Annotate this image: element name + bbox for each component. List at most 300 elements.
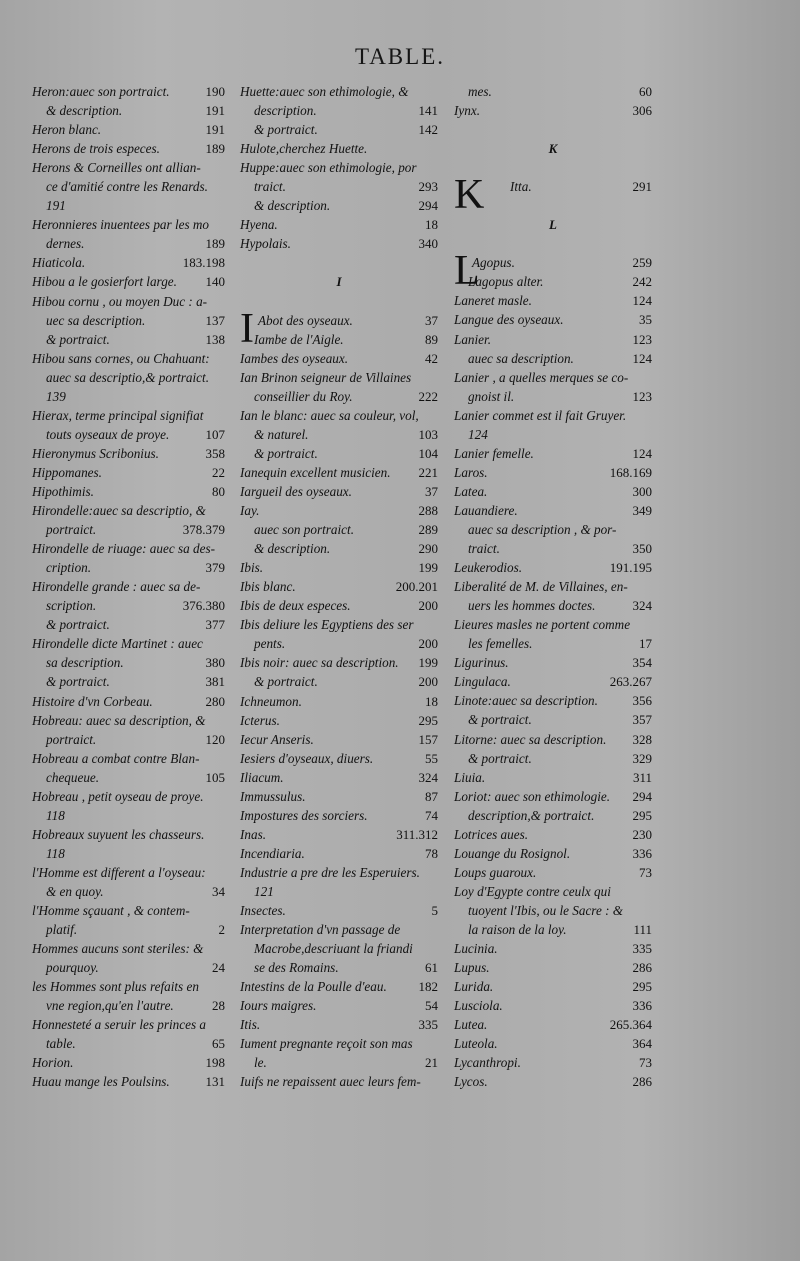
index-entry — [32, 158, 225, 177]
entry-text: Lagopus alter. — [468, 274, 544, 290]
entry-text: Lieures masles ne portent comme — [454, 617, 631, 633]
entry-text: Ian le blanc: auec sa couleur, vol, — [240, 407, 419, 423]
page-number: 356 — [632, 693, 652, 709]
index-entry — [240, 596, 438, 615]
page-number: 18 — [425, 693, 438, 709]
entry-text: & portraict. — [254, 122, 318, 138]
index-entry — [32, 1034, 225, 1053]
entry-text: Ibis de deux especes. — [240, 598, 351, 614]
page-number: 293 — [418, 179, 438, 195]
entry-text: uec sa description. — [46, 312, 146, 328]
index-entry — [32, 406, 225, 425]
page-number: 123 — [632, 331, 652, 347]
entry-text: Litorne: auec sa description. — [454, 731, 607, 747]
entry-text: traict. — [254, 179, 286, 195]
index-entry — [240, 539, 438, 558]
page-number: 35 — [639, 312, 652, 328]
page-number: 336 — [632, 998, 652, 1014]
entry-text: Hirondelle de riuage: auec sa des- — [32, 541, 215, 557]
index-entry — [240, 882, 438, 901]
index-entry — [240, 577, 438, 596]
spacer — [240, 253, 438, 272]
index-entry — [240, 82, 438, 101]
entry-text: & description. — [254, 541, 331, 557]
index-entry — [454, 425, 652, 444]
index-entry — [32, 425, 225, 444]
page-number: 42 — [425, 350, 438, 366]
entry-text: pourquoy. — [46, 960, 99, 976]
entry-text: Linote:auec sa description. — [454, 693, 598, 709]
entry-text: & description. — [254, 198, 331, 214]
page-number: 381 — [205, 674, 225, 690]
entry-text: les Hommes sont plus refaits en — [32, 979, 199, 995]
index-entry — [454, 977, 652, 996]
entry-text: tuoyent l'Ibis, ou le Sacre : & — [468, 902, 624, 918]
entry-text: & portraict. — [468, 712, 532, 728]
index-entry — [32, 577, 225, 596]
entry-text: Icterus. — [240, 712, 280, 728]
entry-text: Iargueil des oyseaux. — [240, 483, 352, 499]
page-number: 142 — [418, 122, 438, 138]
index-entry — [240, 977, 438, 996]
entry-text: & portraict. — [254, 445, 318, 461]
entry-text: cription. — [46, 560, 92, 576]
index-entry — [454, 882, 652, 901]
page-number: 335 — [632, 941, 652, 957]
index-entry — [32, 82, 225, 101]
index-entry — [32, 272, 225, 291]
drop-cap: L — [454, 248, 480, 295]
entry-text: Hibou cornu , ou moyen Duc : a- — [32, 293, 208, 309]
entry-text: Ianequin excellent musicien. — [240, 464, 391, 480]
entry-text: Herons de trois especes. — [32, 141, 160, 157]
page-number: 324 — [632, 598, 652, 614]
index-entry — [240, 1034, 438, 1053]
entry-text: Insectes. — [240, 903, 286, 919]
index-entry — [32, 1072, 225, 1091]
entry-text: Loups guaroux. — [454, 864, 537, 880]
index-entry — [32, 672, 225, 691]
page-number: 124 — [632, 293, 652, 309]
entry-text: Heron:auec son portraict. — [32, 84, 170, 99]
entry-text: Louange du Rosignol. — [454, 845, 571, 861]
entry-text: Iuifs ne repaissent auec leurs fem- — [240, 1074, 421, 1090]
page-number: 311 — [632, 769, 652, 785]
entry-text: Iambes des oyseaux. — [240, 350, 349, 366]
index-entry — [32, 787, 225, 806]
entry-text: Hipothimis. — [32, 483, 94, 499]
entry-text: Hieronymus Scribonius. — [32, 445, 159, 461]
index-entry — [240, 939, 438, 958]
page-number: 55 — [425, 750, 438, 766]
entry-text: Ian Brinon seigneur de Villaines — [240, 369, 412, 385]
index-entry — [32, 596, 225, 615]
index-entry — [240, 749, 438, 768]
entry-text: 121 — [254, 883, 274, 899]
entry-text: Lutea. — [454, 1017, 488, 1033]
index-entry — [240, 844, 438, 863]
page-number: 295 — [632, 979, 652, 995]
page-number: 89 — [425, 331, 438, 347]
page-number: 2 — [218, 922, 225, 938]
entry-text: & naturel. — [254, 426, 309, 442]
index-entry — [454, 691, 652, 710]
entry-text: portraict. — [46, 522, 97, 538]
entry-text: Hirondelle dicte Martinet : auec — [32, 636, 203, 652]
entry-text: Laros. — [454, 464, 488, 480]
entry-text: portraict. — [46, 731, 97, 747]
index-entry — [32, 920, 225, 939]
entry-text: Hibou sans cornes, ou Chahuant: — [32, 350, 210, 366]
index-entry — [32, 749, 225, 768]
index-entry — [32, 692, 225, 711]
page-number: 350 — [632, 541, 652, 557]
section-letter — [240, 272, 438, 291]
index-entry — [240, 139, 438, 158]
index-entry — [240, 672, 438, 691]
index-entry — [454, 958, 652, 977]
index-entry — [240, 234, 438, 253]
index-entry — [454, 539, 652, 558]
entry-text: Lucinia. — [454, 941, 498, 957]
index-entry — [240, 177, 438, 196]
entry-text: Immussulus. — [240, 788, 306, 804]
page-number: 37 — [425, 312, 438, 328]
index-entry — [454, 387, 652, 406]
entry-text: Lusciola. — [454, 998, 503, 1014]
index-entry — [32, 330, 225, 349]
entry-text: scription. — [46, 598, 97, 614]
page-number: 18 — [425, 217, 438, 233]
index-entry — [32, 482, 225, 501]
index-entry — [454, 501, 652, 520]
entry-text: Lanier , a quelles merques se co- — [454, 369, 629, 385]
entry-text: Abot des oyseaux. — [258, 312, 353, 328]
index-column-2 — [240, 82, 438, 1091]
entry-text: Luteola. — [454, 1036, 498, 1052]
index-entry — [240, 349, 438, 368]
index-entry — [32, 1015, 225, 1034]
entry-text: l'Homme est different a l'oyseau: — [32, 864, 206, 880]
page-number: 78 — [425, 845, 438, 861]
index-entry — [240, 806, 438, 825]
entry-text: ce d'amitié contre les Renards. — [46, 179, 208, 195]
index-entry — [454, 482, 652, 501]
page-number: 60 — [639, 84, 652, 99]
entry-text: 124 — [468, 426, 488, 442]
entry-text: chequeue. — [46, 769, 100, 785]
entry-text: & description. — [46, 103, 123, 119]
entry-text: Ibis noir: auec sa description. — [240, 655, 399, 671]
index-entry — [240, 615, 438, 634]
index-entry — [240, 558, 438, 577]
page-number: 73 — [639, 1055, 652, 1071]
page-number: 189 — [205, 236, 225, 252]
index-entry — [454, 368, 652, 387]
entry-text: Hypolais. — [240, 236, 291, 252]
page-number: 54 — [425, 998, 438, 1014]
entry-text: Horion. — [32, 1055, 74, 1071]
page-number: 294 — [418, 198, 438, 214]
entry-text: Macrobe,descriuant la friandi — [254, 941, 413, 957]
entry-text: Hierax, terme principal signifiat — [32, 407, 204, 423]
index-entry — [32, 501, 225, 520]
entry-text: 191 — [46, 198, 66, 214]
page-number: 73 — [639, 864, 652, 880]
entry-text: Lycos. — [454, 1074, 488, 1090]
entry-text: & portraict. — [46, 331, 110, 347]
index-entry — [240, 387, 438, 406]
page-number: 289 — [418, 522, 438, 538]
entry-text: 139 — [46, 388, 66, 404]
drop-cap: K — [454, 172, 485, 219]
entry-text: description. — [254, 103, 317, 119]
page-number: 294 — [632, 788, 652, 804]
page-number: 80 — [212, 483, 225, 499]
index-entry — [454, 444, 652, 463]
page-number: 378.379 — [182, 522, 225, 538]
index-column-3 — [454, 82, 652, 1091]
index-entry — [240, 158, 438, 177]
entry-text: traict. — [468, 541, 500, 557]
index-entry — [240, 768, 438, 787]
entry-text: Latea. — [454, 483, 488, 499]
entry-text: Hyena. — [240, 217, 278, 233]
index-entry — [454, 710, 652, 729]
entry-text: Huau mange les Poulsins. — [32, 1074, 170, 1090]
entry-text: l'Homme sçauant , & contem- — [32, 903, 190, 919]
entry-text: vne region,qu'en l'autre. — [46, 998, 174, 1014]
page-number: 357 — [632, 712, 652, 728]
page-number: 379 — [205, 560, 225, 576]
index-entry — [240, 634, 438, 653]
section-letter — [454, 139, 652, 158]
index-entry — [32, 120, 225, 139]
index-entry — [32, 520, 225, 539]
page-number: 354 — [632, 655, 652, 671]
page-number: 328 — [632, 731, 652, 747]
index-entry — [240, 958, 438, 977]
entry-text: Honnesteté a seruir les princes a — [32, 1017, 206, 1033]
index-entry — [240, 501, 438, 520]
index-entry — [454, 310, 652, 329]
index-entry — [454, 825, 652, 844]
page-number: 191 — [205, 122, 225, 138]
entry-text: Loriot: auec son ethimologie. — [454, 788, 611, 804]
index-entry — [240, 787, 438, 806]
page-number: 336 — [632, 845, 652, 861]
page-number: 291 — [632, 179, 652, 195]
page-number: 265.364 — [609, 1017, 652, 1033]
page-number: 124 — [632, 350, 652, 366]
entry-text: Histoire d'vn Corbeau. — [32, 693, 153, 709]
index-entry — [240, 920, 438, 939]
index-entry — [454, 730, 652, 749]
index-entry — [240, 520, 438, 539]
index-entry — [32, 711, 225, 730]
entry-text: gnoist il. — [468, 388, 515, 404]
page-number: 157 — [418, 731, 438, 747]
page-number: 141 — [418, 103, 438, 119]
page-number: 242 — [632, 274, 652, 290]
page-number: 107 — [205, 426, 225, 442]
index-entry — [32, 292, 225, 311]
entry-text: Heronnieres inuentees par les mo — [32, 217, 210, 233]
index-entry — [240, 368, 438, 387]
page-number: 22 — [212, 464, 225, 480]
page-number: 37 — [425, 483, 438, 499]
page-number: 286 — [632, 960, 652, 976]
index-entry — [32, 958, 225, 977]
index-entry — [32, 177, 225, 196]
page-number: 103 — [418, 426, 438, 442]
page-number: 290 — [418, 541, 438, 557]
entry-text: sa description. — [46, 655, 124, 671]
index-entry — [240, 425, 438, 444]
page-number: 74 — [425, 807, 438, 823]
index-entry — [454, 806, 652, 825]
index-entry — [454, 768, 652, 787]
entry-text: table. — [46, 1036, 76, 1052]
entry-text: Hommes aucuns sont steriles: & — [32, 941, 204, 957]
entry-text: & portraict. — [46, 617, 110, 633]
index-entry — [454, 844, 652, 863]
page-number: 230 — [632, 826, 652, 842]
index-entry — [240, 1072, 438, 1091]
index-entry — [454, 272, 652, 291]
entry-text: uers les hommes doctes. — [468, 598, 596, 614]
page-number: 295 — [632, 807, 652, 823]
index-entry — [32, 215, 225, 234]
index-entry — [240, 101, 438, 120]
page-number: 199 — [418, 655, 438, 671]
index-entry — [454, 634, 652, 653]
page-number: 24 — [212, 960, 225, 976]
index-entry — [32, 882, 225, 901]
page-number: 198 — [205, 1055, 225, 1071]
entry-text: Loy d'Egypte contre ceulx qui — [454, 883, 611, 899]
page-number: 376.380 — [182, 598, 225, 614]
index-entry — [240, 330, 438, 349]
page-number: 364 — [632, 1036, 652, 1052]
entry-text: Iument pregnante reçoit son mas — [240, 1036, 413, 1052]
index-entry — [454, 787, 652, 806]
entry-text: & portraict. — [254, 674, 318, 690]
index-entry — [32, 844, 225, 863]
index-entry — [454, 672, 652, 691]
index-entry — [454, 330, 652, 349]
entry-text: Lotrices aues. — [454, 826, 528, 842]
index-entry — [32, 539, 225, 558]
page-number: 306 — [632, 103, 652, 119]
page-number: 199 — [418, 560, 438, 576]
index-entry — [240, 653, 438, 672]
page-number: 21 — [425, 1055, 438, 1071]
spacer — [240, 292, 438, 311]
index-entry — [32, 768, 225, 787]
entry-text: Inas. — [240, 826, 267, 842]
page-number: 191.195 — [609, 560, 652, 576]
entry-text: Langue des oyseaux. — [454, 312, 564, 328]
page-number: 138 — [205, 331, 225, 347]
entry-text: description,& portraict. — [468, 807, 595, 823]
entry-text: & portraict. — [468, 750, 532, 766]
page-number: 286 — [632, 1074, 652, 1090]
entry-text: Lauandiere. — [454, 502, 518, 518]
index-entry — [240, 825, 438, 844]
entry-text: Leukerodios. — [454, 560, 523, 576]
page-number: 65 — [212, 1036, 225, 1052]
index-entry — [454, 1015, 652, 1034]
page-number: 280 — [205, 693, 225, 709]
index-entry — [32, 653, 225, 672]
index-entry — [454, 863, 652, 882]
index-entry — [240, 1053, 438, 1072]
entry-text: la raison de la loy. — [468, 921, 567, 937]
page-number: 137 — [205, 312, 225, 328]
entry-text: se des Romains. — [254, 960, 339, 976]
entry-text: Ibis deliure les Egyptiens des ser — [240, 617, 414, 633]
index-entry — [240, 463, 438, 482]
index-entry — [454, 901, 652, 920]
page-number: 182 — [418, 979, 438, 995]
index-entry — [454, 1053, 652, 1072]
page-number: 131 — [205, 1074, 225, 1090]
entry-text: Iambe de l'Aigle. — [254, 331, 344, 347]
page-number: 61 — [425, 960, 438, 976]
entry-text: I — [336, 274, 342, 290]
entry-text: Hiaticola. — [32, 255, 86, 271]
index-entry — [240, 482, 438, 501]
entry-text: Itta. — [510, 179, 532, 195]
entry-text: auec sa descriptio,& portraict. — [46, 369, 209, 385]
entry-text: Hippomanes. — [32, 464, 102, 480]
entry-text: conseillier du Roy. — [254, 388, 353, 404]
entry-text: mes. — [468, 84, 492, 99]
index-entry — [32, 196, 225, 215]
page-number: 105 — [205, 769, 225, 785]
page-number: 17 — [639, 636, 652, 652]
section-letter — [454, 215, 652, 234]
page-number: 300 — [632, 483, 652, 499]
entry-text: Incendiaria. — [240, 845, 305, 861]
page-number: 295 — [418, 712, 438, 728]
entry-text: Hirondelle grande : auec sa de- — [32, 579, 201, 595]
entry-text: Ligurinus. — [454, 655, 509, 671]
entry-text: Hibou a le gosierfort large. — [32, 274, 177, 290]
page-number: 200 — [418, 674, 438, 690]
entry-text: Lanier. — [454, 331, 492, 347]
page-number: 288 — [418, 503, 438, 519]
entry-text: Lupus. — [454, 960, 490, 976]
index-entry — [32, 101, 225, 120]
index-entry — [454, 939, 652, 958]
index-entry — [32, 977, 225, 996]
entry-text: Iynx. — [454, 103, 480, 119]
entry-text: Hobreau , petit oyseau de proye. — [32, 788, 204, 804]
entry-text: & en quoy. — [46, 883, 104, 899]
drop-cap: I — [240, 305, 254, 352]
entry-text: Huppe:auec son ethimologie, por — [240, 160, 417, 176]
index-entry — [32, 1053, 225, 1072]
index-entry — [240, 406, 438, 425]
index-entry — [240, 120, 438, 139]
page-number: 111 — [633, 921, 652, 937]
page-number: 190 — [205, 84, 225, 99]
index-entry — [454, 558, 652, 577]
entry-text: Industrie a pre dre les Esperuiers. — [240, 864, 420, 880]
index-entry — [32, 634, 225, 653]
